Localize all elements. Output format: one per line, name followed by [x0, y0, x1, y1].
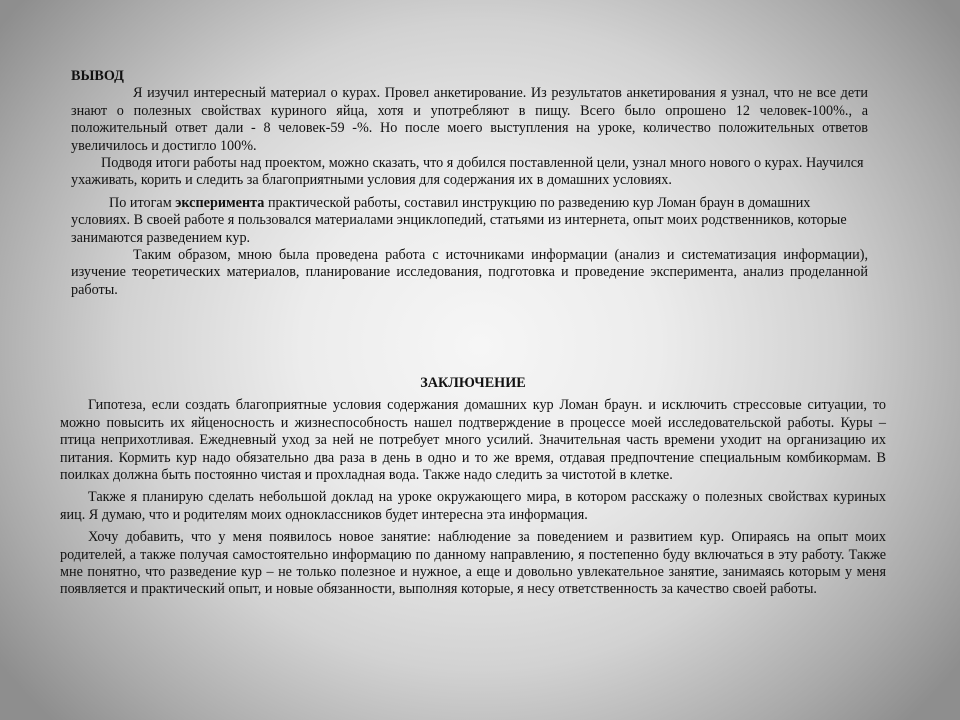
conclusion-paragraph-4: Таким образом, мною была проведена работа с источниками информации (анализ и систематизация информации), изучение теоретических материалов, планирование исследования, подготовка и проведение эксперимента, анализ проделанной работы. [71, 247, 868, 298]
final-section [60, 375, 886, 599]
conclusion-heading: ВЫВОД [71, 68, 124, 84]
conclusion-paragraph-3-start: По итогам [109, 194, 176, 211]
final-paragraph-3: Хочу добавить, что у меня появилось новое занятие: наблюдение за поведением и развитием кур. Опираясь на опыт моих родителей, а также получая самостоятельно информацию по данному направлению, я постепенно буду включаться в эту работу. Также мне понятно, что разведение кур – не только полезное и нужное, а еще и довольно увлекательное занятие, занимаясь которым у меня появляется и практический опыт, и новые обязанности, выполняя которые, я несу ответственность за качество своей работы. [60, 529, 886, 598]
conclusion-paragraph-3 [71, 195, 868, 247]
conclusion-paragraph-1: Я изучил интересный материал о курах. Провел анкетирование. Из результатов анкетирования я узнал, что не все дети знают о полезных свойствах куриного яйца, хотя и употребляют в пищу. Всего было опрошено 12 человек-100%., а положительный ответ дали - 8 человек-59 -%. Но после моего выступления на уроке, количество положительных ответов увеличилось и достигло 100%. [71, 85, 868, 154]
experiment-bold-word: эксперимента [175, 194, 265, 211]
final-paragraph-1: Гипотеза, если создать благоприятные условия содержания домашних кур Ломан браун. и исключить стрессовые ситуации, то можно повысить их яйценосность и жизнеспособность нашел подтверждение в процессе моей исследовательской работы. Куры – птица неприхотливая. Ежедневный уход за ней не потребует много усилий. Значительная часть времени уходит на организацию их питания. Кормить кур надо обязательно два раза в день в одно и то же время, отдавая предпочтение специальным комбикормам. В поилках должна быть постоянно чистая и прохладная вода. Также надо следить за чистотой в клетке. [60, 397, 886, 484]
final-heading: ЗАКЛЮЧЕНИЕ [420, 375, 526, 391]
conclusion-paragraph-3-rest: практической работы, составил инструкцию по разведению кур Ломан браун в домашних условиях. В своей работе я пользовался материалами энциклопедий, статьями из интернета, опыт моих родственников, которые занимаются разведением кур. [71, 194, 847, 246]
conclusion-section [71, 68, 868, 299]
conclusion-paragraph-2: Подводя итоги работы над проектом, можно сказать, что я добился поставленной цели, узнал много нового о курах. Научился ухаживать, корить и следить за благоприятными условия для содержания их в домашних условиях. [71, 155, 864, 189]
final-paragraph-2: Также я планирую сделать небольшой доклад на уроке окружающего мира, в котором расскажу о полезных свойствах куриных яиц. Я думаю, что и родителям моих одноклассников будет интересна эта информация. [60, 489, 886, 523]
